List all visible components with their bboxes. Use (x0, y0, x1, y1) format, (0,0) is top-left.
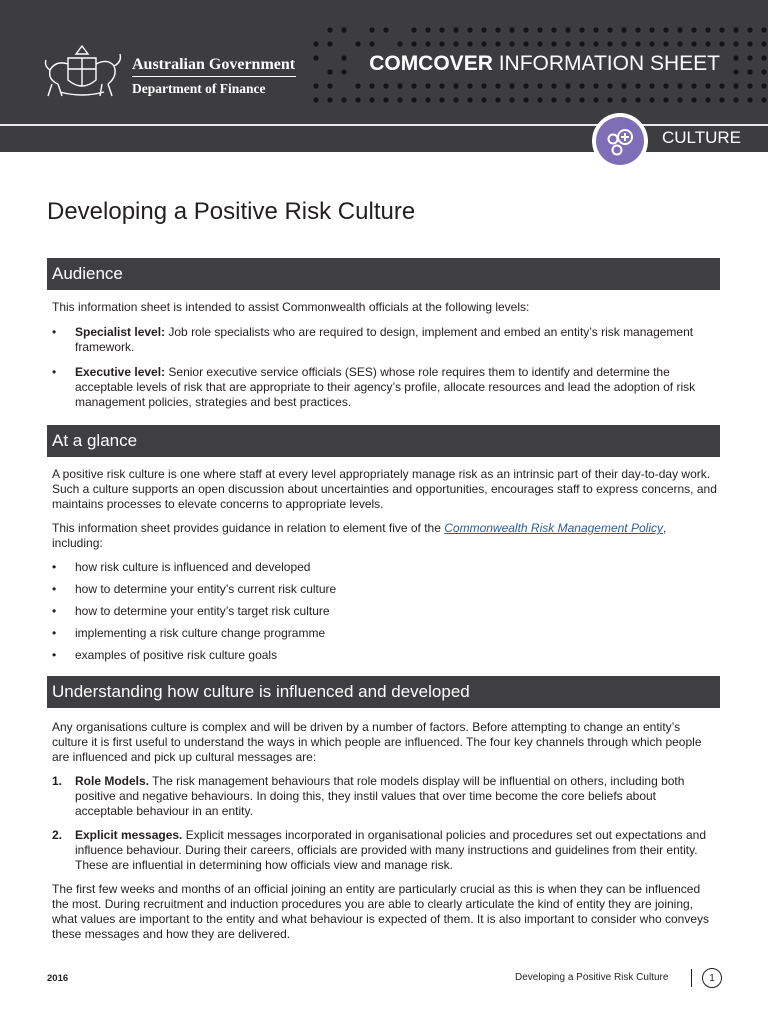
bullet-marker: • (52, 648, 57, 662)
glance-text: This information sheet provides guidance in relation to element five of the (52, 521, 445, 535)
policy-link[interactable]: Commonwealth Risk Management Policy (444, 521, 663, 535)
glance-paragraph: A positive risk culture is one where staff at every level appropriately manage risk as an intrinsic part of their day-to-day work. Such a culture supports an open discussion about uncertainties and opportunities, encourages staff to express concerns, and maintains processes to elevate concerns to appropriate levels. (52, 467, 717, 511)
item-label: Role Models. (75, 774, 150, 788)
section-heading-text: Understanding how culture is influenced and developed (52, 682, 470, 701)
sheet-title-bold: COMCOVER (369, 52, 493, 75)
culture-badge (592, 113, 648, 169)
bullet-marker: • (52, 604, 57, 618)
footer-separator (691, 969, 692, 987)
item-number: 1. (52, 774, 63, 788)
item-label: Executive level: (75, 365, 166, 379)
department-name: Department of Finance (132, 81, 266, 96)
sheet-title-rest: INFORMATION SHEET (492, 52, 720, 75)
item-text: Job role specialists who are required to design, implement and embed an entity’s risk management framework. (75, 325, 694, 354)
bullet-marker: • (52, 365, 57, 379)
item-text: Senior executive service officials (SES) whose role requires them to identify and determine the acceptable levels of risk that are appropriate to their agency’s profile, allocate resources and lead the adoption of risk management policies, strategies and best practices. (75, 365, 696, 409)
audience-intro: This information sheet is intended to assist Commonwealth officials at the following levels: (52, 300, 530, 314)
item-text: how to determine your entity’s target risk culture (75, 604, 330, 618)
understanding-intro: Any organisations culture is complex and will be driven by a number of factors. Before attempting to change an entity’s culture it is first useful to understand the ways in which people are influenced. The four key channels through which people are influenced and pick up cultural messages are: (52, 720, 702, 764)
item-text: examples of positive risk culture goals (75, 648, 278, 662)
category-label: CULTURE (662, 128, 742, 147)
culture-badge-circle (596, 117, 644, 165)
item-text: implementing a risk culture change programme (75, 626, 326, 640)
section-heading-understanding (47, 676, 720, 708)
item-text: The risk management behaviours that role models display will be influential on others, including both positive and negative behaviours. In doing this, they instil values that over time become the core beliefs about acceptable behaviour in an entity. (75, 774, 685, 818)
section-heading-audience (47, 258, 720, 290)
item-number: 2. (52, 828, 63, 842)
sheet-title (369, 52, 720, 76)
item-label: Specialist level: (75, 325, 166, 339)
section-heading-text: At a glance (52, 431, 138, 450)
header-divider (0, 124, 768, 126)
page-title: Developing a Positive Risk Culture (47, 198, 416, 225)
government-name-rule (132, 76, 296, 77)
page-number: 1 (702, 968, 722, 988)
header-banner (0, 0, 768, 152)
item-text: how risk culture is influenced and developed (75, 560, 311, 574)
glance-text: , including: (52, 521, 667, 550)
bullet-marker: • (52, 626, 57, 640)
footer-year: 2016 (47, 973, 69, 984)
gears-icon (596, 117, 644, 165)
understanding-closing: The first few weeks and months of an official joining an entity are particularly crucial as this is when they can be influenced the most. During recruitment and induction procedures you are able to clearly articulate the kind of entity they are joining, what values are important to the entity and what behaviour is expected of them. It is also important to consider who conveys these messages and how they are delivered. (52, 882, 710, 941)
section-heading-at-a-glance (47, 425, 720, 457)
item-text: how to determine your entity’s current risk culture (75, 582, 337, 596)
bullet-marker: • (52, 582, 57, 596)
item-label: Explicit messages. (75, 828, 183, 842)
item-text: Explicit messages incorporated in organisational policies and procedures set out expectations and influence behaviour. During their careers, officials are provided with many instructions and guidelines from their entity. These are influential in determining how officials view and manage risk. (75, 828, 707, 872)
footer-document-title: Developing a Positive Risk Culture (515, 972, 669, 983)
glance-paragraph (52, 521, 717, 551)
coat-of-arms-icon (38, 40, 126, 98)
bullet-marker: • (52, 325, 57, 339)
section-heading-text: Audience (52, 264, 123, 283)
government-name: Australian Government (132, 56, 296, 73)
bullet-marker: • (52, 560, 57, 574)
